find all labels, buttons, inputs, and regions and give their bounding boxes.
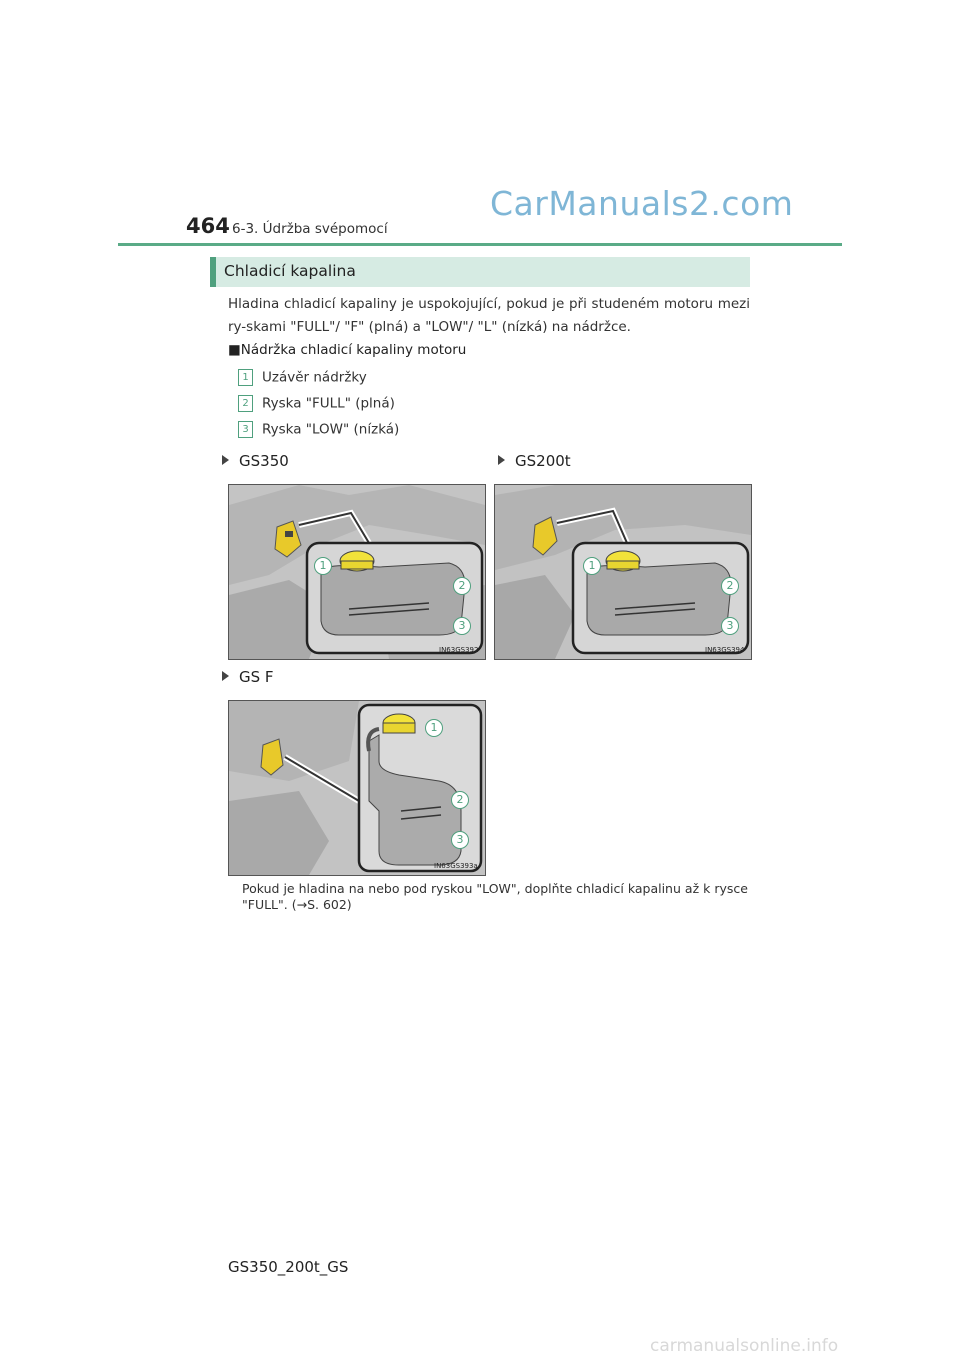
variant-label-gs200t: GS200t (498, 452, 571, 470)
variant-label-gsf: GS F (222, 668, 274, 686)
section-title: Chladicí kapalina (224, 262, 356, 280)
section-header-accent (210, 257, 216, 287)
triangle-bullet-icon (222, 455, 229, 465)
item-label: Ryska "LOW" (nízká) (262, 421, 400, 438)
callout-1: 1 (583, 557, 601, 575)
variant-label-gs350: GS350 (222, 452, 289, 470)
callout-1: 1 (314, 557, 332, 575)
list-item (238, 421, 399, 441)
callout-2: 2 (721, 577, 739, 595)
watermark: CarManuals2.com (490, 184, 794, 223)
triangle-bullet-icon (498, 455, 505, 465)
footer-model: GS350_200t_GS (228, 1258, 349, 1276)
item-number: 1 (238, 369, 253, 386)
chapter-title: 6-3. Údržba svépomocí (232, 221, 388, 237)
callout-2: 2 (451, 791, 469, 809)
page-number: 464 (186, 214, 230, 238)
triangle-bullet-icon (222, 671, 229, 681)
figure-gsf (228, 700, 486, 876)
figure-code: IN63GS394 (705, 646, 745, 654)
subheading: ■Nádržka chladicí kapaliny motoru (228, 342, 467, 358)
item-label: Uzávěr nádržky (262, 369, 367, 386)
item-label: Ryska "FULL" (plná) (262, 395, 395, 412)
figure-code: IN63GS393a (434, 862, 478, 870)
intro-paragraph: Hladina chladicí kapaliny je uspokojující, pokud je při studeném motoru mezi ry-skami "FULL"/ "F" (plná) a "LOW"/ "L" (nízká) na nádržce. (228, 296, 750, 335)
figure-code: IN63GS392 (439, 646, 479, 654)
figure-gs200t (494, 484, 752, 660)
item-number: 2 (238, 395, 253, 412)
callout-3: 3 (721, 617, 739, 635)
item-number: 3 (238, 421, 253, 438)
list-item (238, 369, 367, 389)
callout-1: 1 (425, 719, 443, 737)
header-rule (118, 243, 842, 246)
callout-2: 2 (453, 577, 471, 595)
note-paragraph: Pokud je hladina na nebo pod ryskou "LOW", doplňte chladicí kapalinu až k rysce "FULL". (→S. 602) (242, 881, 748, 912)
figure-gs350 (228, 484, 486, 660)
list-item (238, 395, 395, 415)
footer-watermark: carmanualsonline.info (650, 1336, 839, 1356)
callout-3: 3 (451, 831, 469, 849)
callout-3: 3 (453, 617, 471, 635)
